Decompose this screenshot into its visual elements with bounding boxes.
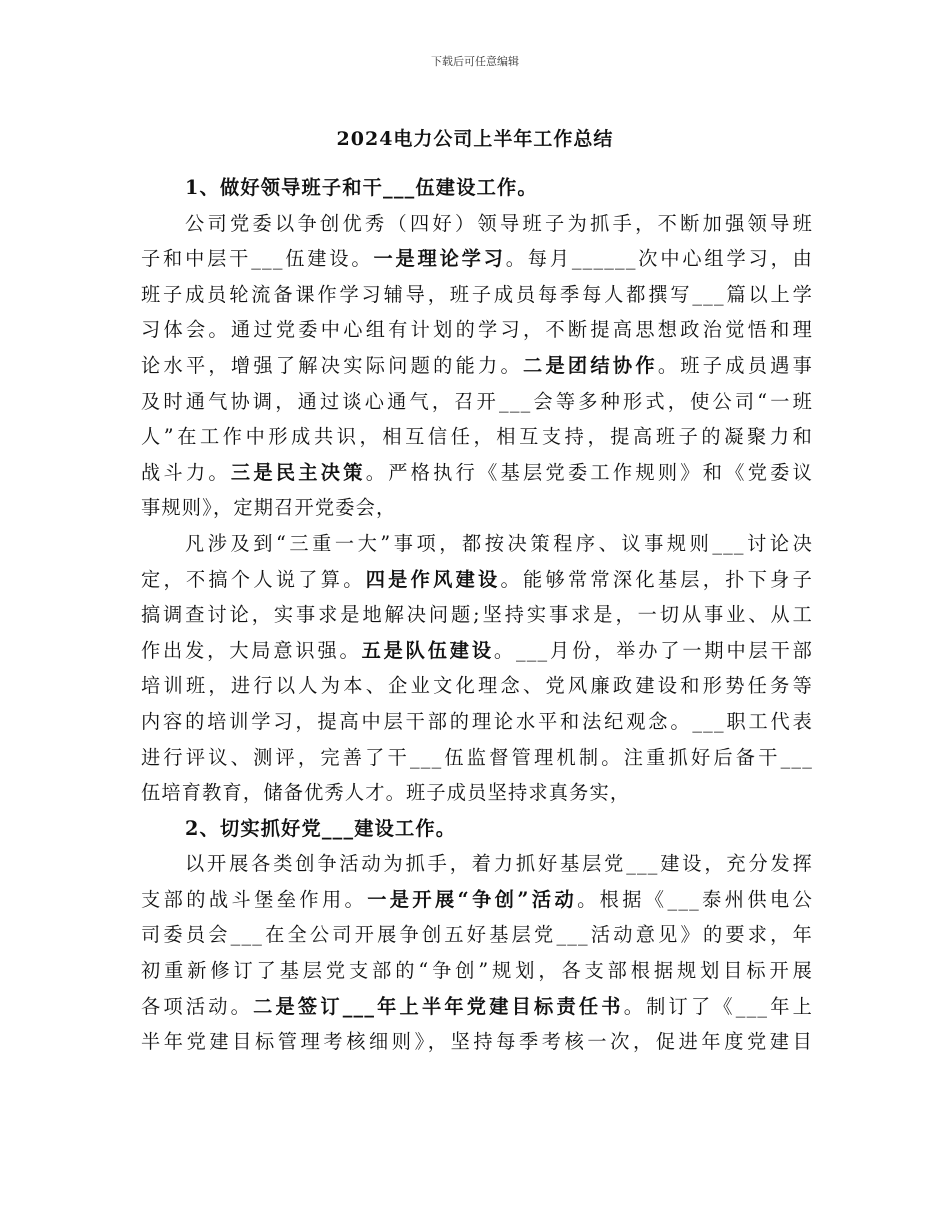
- bold-text: 1、做好领导班子和干___伍建设工作。: [185, 176, 538, 199]
- text-segment: 班子成员轮流备课作学习辅导，班子成员每季每人都撰写___篇以上学: [141, 282, 813, 306]
- text-line: [141, 241, 813, 277]
- text-segment: 搞调查讨论，实事求是地解决问题;坚持实事求是，一切从事业、从工: [141, 603, 813, 627]
- text-segment: 。___月份，举办了一期中层干部: [493, 638, 814, 662]
- text-line: [141, 1024, 813, 1060]
- text-segment: 以开展各类创争活动为抓手，着力抓好基层党___建设，充分发挥: [185, 852, 813, 876]
- document-title: 2024电力公司上半年工作总结: [336, 128, 614, 150]
- text-line: [141, 882, 813, 918]
- text-segment: 初重新修订了基层党支部的“争创”规划，各支部根据规划目标开展: [141, 959, 813, 983]
- text-segment: 伍培育教育，储备优秀人才。班子成员坚持求真务实，: [141, 781, 631, 805]
- bold-text: 2、切实抓好党___建设工作。: [185, 816, 457, 840]
- text-segment: 事规则》，定期召开党委会，: [141, 496, 397, 520]
- document-body: [141, 170, 813, 1060]
- section-heading: [141, 811, 813, 847]
- text-segment: 战斗力。: [141, 460, 231, 484]
- text-segment: 半年党建目标管理考核细则》，坚持每季考核一次，促进年度党建目: [141, 1030, 813, 1054]
- bold-text: 一是理论学习: [373, 247, 506, 271]
- text-line: [141, 419, 813, 455]
- text-line: [141, 312, 813, 348]
- text-segment: 内容的培训学习，提高中层干部的理论水平和法纪观念。___职工代表: [141, 709, 813, 733]
- text-segment: 。严格执行《基层党委工作规则》和《党委议: [365, 460, 814, 484]
- text-segment: 人”在工作中形成共识，相互信任，相互支持，提高班子的凝聚力和: [141, 425, 813, 449]
- text-segment: 定，不搞个人说了算。: [141, 567, 366, 591]
- text-segment: 作出发，大局意识强。: [141, 638, 362, 662]
- bold-text: 三是民主决策: [230, 460, 366, 484]
- text-segment: 。能够常常深化基层，扑下身子: [500, 567, 814, 591]
- text-segment: 。每月______次中心组学习，由: [505, 247, 813, 271]
- bold-text: 四是作风建设: [365, 567, 501, 591]
- text-line: [141, 704, 813, 740]
- text-segment: 公司党委以争创优秀（四好）领导班子为抓手，不断加强领导班: [185, 211, 813, 235]
- text-line: [141, 526, 813, 562]
- bold-text: 一是开展“争创”活动: [367, 887, 578, 911]
- text-segment: 习体会。通过党委中心组有计划的学习，不断提高思想政治觉悟和理: [141, 318, 813, 342]
- text-line: [141, 989, 813, 1025]
- text-line: [141, 633, 813, 669]
- text-line: [141, 846, 813, 882]
- bold-text: 二是团结协作: [522, 353, 658, 377]
- text-line: [141, 953, 813, 989]
- text-segment: 。制订了《___年上: [623, 994, 814, 1018]
- text-line: [141, 597, 813, 633]
- text-segment: 及时通气协调，通过谈心通气，召开___会等多种形式，使公司“一班: [141, 389, 813, 413]
- text-segment: 司委员会___在全公司开展争创五好基层党___活动意见》的要求，年: [141, 923, 813, 947]
- text-line: [141, 740, 813, 776]
- text-segment: 各项活动。: [141, 994, 254, 1018]
- text-line: [141, 384, 813, 420]
- bold-text: 二是签订___年上半年党建目标责任书: [253, 994, 624, 1018]
- page-header-note: 下载后可任意编辑: [431, 55, 519, 68]
- text-line: [141, 490, 813, 526]
- text-line: [141, 348, 813, 384]
- bold-text: 五是队伍建设: [361, 638, 494, 662]
- text-line: [141, 455, 813, 491]
- text-line: [141, 562, 813, 598]
- text-segment: 培训班，进行以人为本、企业文化理念、党风廉政建设和形势任务等: [141, 674, 813, 698]
- text-line: [141, 668, 813, 704]
- text-segment: 论水平，增强了解决实际问题的能力。: [141, 353, 523, 377]
- text-segment: 。班子成员遇事: [657, 353, 814, 377]
- text-line: [141, 775, 813, 811]
- text-line: [141, 917, 813, 953]
- text-segment: 凡涉及到“三重一大”事项，都按决策程序、议事规则___讨论决: [185, 531, 813, 555]
- text-segment: 进行评议、测评，完善了干___伍监督管理机制。注重抓好后备干___: [141, 745, 813, 769]
- text-segment: 子和中层干___伍建设。: [141, 247, 374, 271]
- text-line: [141, 277, 813, 313]
- text-segment: 。根据《___泰州供电公: [577, 887, 814, 911]
- text-line: [141, 206, 813, 242]
- section-heading: [141, 170, 813, 206]
- text-segment: 支部的战斗堡垒作用。: [141, 887, 368, 911]
